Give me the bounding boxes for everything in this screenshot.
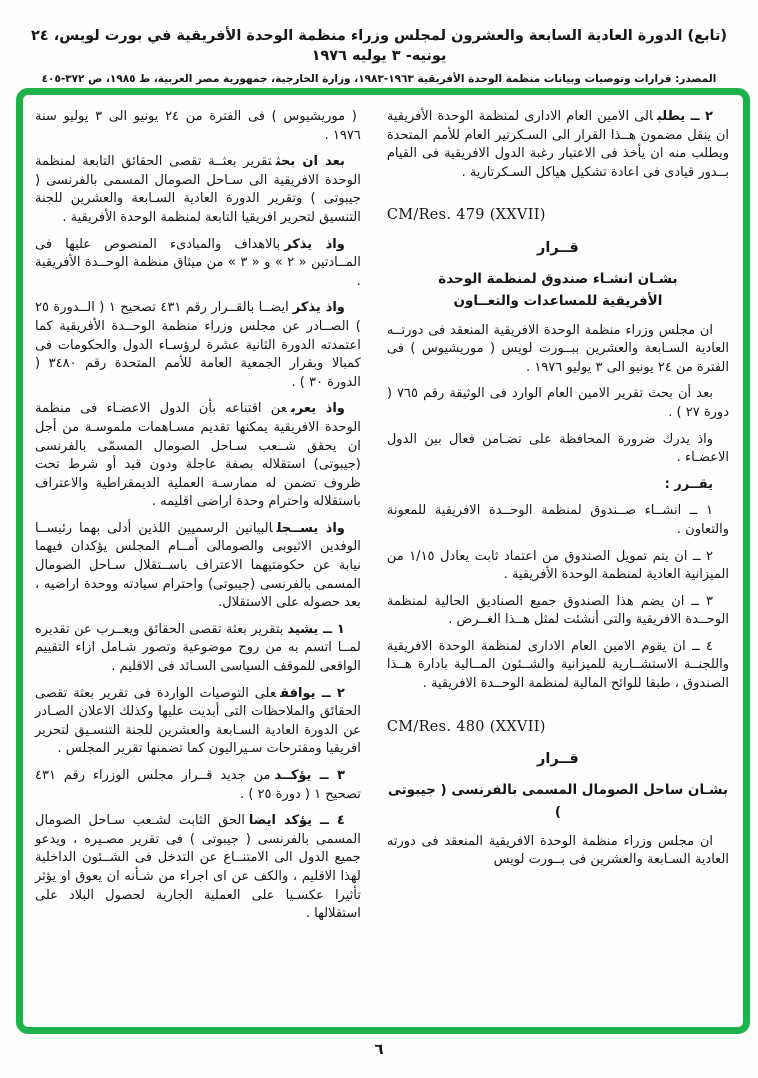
paragraph-request-secretary-general: [387, 108, 729, 182]
paragraph-text: ( موريشيوس ) فى الفترة من ٢٤ يونيو الى ٣ يوليو سنة ١٩٧٦ .: [35, 109, 361, 143]
operative-item-1: [35, 621, 361, 677]
resolution-subject-2: بشـان ساحل الصومال المسمى بالفرنسى ( جيبوتى ): [387, 781, 728, 820]
paragraph-text: بالاهداف والمبادىء المنصوص عليها فى المــادتين « ٢ » و « ٣ » من ميثاق منظمة الوحــدة الأفريقية .: [35, 236, 361, 289]
paragraph-aware-solidarity: واذ يدرك ضرورة المحافظة على تضـامن فعال بين الدول الاعضـاء .: [386, 431, 729, 466]
left-column: [35, 108, 361, 1017]
paragraph-lead: واذ يذكر: [292, 300, 345, 316]
operative-item-4: [35, 812, 361, 924]
paragraph-lead: واذ يذكر: [284, 236, 345, 252]
paragraph-recalling-resolution-431: [35, 299, 361, 392]
paragraph-lead: ١ ــ يشيد: [287, 621, 345, 637]
paragraph-text: من جديد قــرار مجلس الوزراء رقم ٤٣١ تصحيح ١ ( دورة ٢٥ ) .: [35, 768, 361, 802]
decision-item-1: ١ ــ انشــاء صــندوق لمنظمة الوحــدة الافريقية للمعونة والتعاون .: [386, 503, 729, 537]
two-column-layout: [35, 108, 729, 1017]
header-session-title: (تابع) الدورة العادية السابعة والعشرون لمجلس وزراء منظمة الوحدة الأفريقية في بورت لويس، ٢٤ يونيه- ٣ يوليه ١٩٧٦: [30, 28, 728, 64]
operative-item-2: [35, 685, 361, 759]
page-number: ٦: [374, 1040, 384, 1058]
resolution-title: قــرار: [537, 239, 579, 256]
page-header: [0, 0, 758, 86]
paragraph-lead: ٢ ــ يطلب: [656, 109, 713, 124]
paragraph-expressing-conviction: [35, 400, 361, 512]
paragraph-text: بتقرير بعثة تقصى الحقائق ويعــرب عن تقديره لمــا اتسم به من روح موضوعية وتصور شـامل ازاء التقييم الواقعى للموقف السياسى السـائد فى الاقليم .: [35, 621, 361, 675]
paragraph-text: عن اقتناعه بأن الدول الاعضـاء فى منظمة الوحدة الافريقية يمكنها تقديم مسـاهمات ملموسـة من أجل ان يحقق شــعب سـاحل الصومال المسمّى بالفرنسى (جيبوتى) استقلاله بصفة عاجلة ودون قيد أو شرط تحت ظروف تضمن له ممارسـة العملية الديمقراطية والاعتراف باستقلاله واحترام وحدة اراضى اقليمه .: [35, 401, 361, 510]
decision-item-2: ٢ ــ ان يتم تمويل الصندوق من اعتماد ثابت يعادل ١/١٥ من الميزانية العادية لمنظمة الوحدة الأفريقية .: [386, 548, 729, 583]
resolution-number-479: CM/Res. 479 (XXVII): [386, 207, 546, 224]
decision-item-4: ٤ ــ ان يقوم الامين العام الادارى لمنظمة الوحدة الافريقية واللجنــة الاستشــارية للميزانية والشــئون المــالية بادارة هــذا الصندوق ، طبقا للوائح المالية لمنظمة الوحــدة الافريقية .: [386, 638, 729, 692]
paragraph-text: البيانين الرسميين اللذين أدلى بهما رئيســا الوفدين الاثيوبى والصومالى أمــام المجلس يؤكدان فيهما نيابة عن حكومتيهما الاعتراف باســتقلال سـاحل الصومال المسمى بالفرنسى (جيبوتى) واحترام سيادته ووحدة اراضيه ، بعد حصوله على الاستقلال.: [35, 520, 361, 611]
paragraph-continuation-mauritius: [35, 108, 361, 145]
paragraph-council-session-2: ان مجلس وزراء منظمة الوحدة الافريقية المنعقد فى دورته العادية السـابعة والعشرين فى بــورت لويس: [386, 833, 729, 868]
paragraph-lead: واذ يعرب: [290, 401, 345, 417]
paragraph-lead: واذ يســجل: [276, 520, 345, 536]
resolution-subject-line2: الأفريقية للمساعدات والتعــاون: [453, 292, 663, 309]
resolution-subject: [387, 268, 729, 312]
paragraph-lead: بعد ان بحث: [275, 154, 345, 170]
resolution-subject-line1: بشـان انشـاء صندوق لمنظمة الوحدة: [438, 270, 678, 287]
decides-label: يقــرر :: [664, 476, 713, 492]
paragraph-lead: ٢ ــ يوافق: [280, 685, 345, 701]
paragraph-lead: ٤ ــ يؤكد ايضا: [248, 813, 345, 829]
paragraph-lead: ٣ ــ يؤكــد: [274, 768, 345, 783]
operative-item-3: [35, 767, 361, 804]
paragraph-having-examined-mission: [35, 153, 361, 227]
paragraph-recalling-charter: [35, 236, 361, 292]
paragraph-text: ايضــا بالقــرار رقم ٤٣١ تصحيح ١ ( الــدورة ٢٥ ) الصــادر عن مجلس وزراء منظمة الوحــدة الأفريقية كما اعتمدته الدورة الثانية عشرة لرؤسـاء الدول والحكومات فى كمبالا وبقرار الجمعية العامة للأمم المتحدة رقم ٣٤٨٠ ( الدورة ٣٠ ) .: [35, 300, 361, 390]
paragraph-text: على التوصيات الواردة فى تقرير بعثة تقصى الحقائق والملاحظات التى أبديت عليها وكذلك الاعلان الصـادر عن الدورة العادية السـابعة والعشرين للجنة التنسـيق لتحرير افريقيا ومقترحات سـيراليون كما تضمنها تقرير المجلس .: [35, 685, 361, 757]
decision-item-3: ٣ ــ ان يضم هذا الصندوق جميع الصناديق الحالية لمنظمة الوحــدة الافريقية والتى أنشئت لمثل هــذا الغــرض .: [386, 593, 729, 628]
paragraph-council-session: ان مجلس وزراء منظمة الوحدة الافريقية المنعقد فى دورتــه العادية السـابعة والعشرين ببــورت لويس ( موريشيوس ) فى الفترة من ٢٤ يونيو الى ٣ يوليو ١٩٧٦ .: [386, 322, 729, 375]
paragraph-text: الى الامين العام الادارى لمنظمة الوحدة الأفريقية ان ينقل مضمون هــذا القرار الى السـكرتير العام للأمم المتحدة ويطلب منه ان يأخذ فى الاعتبار رغبة الدول الافريقية فى القيام بــدور قيادى فى اعادة تشكيل هياكل السـكرتارية .: [386, 109, 729, 180]
paragraph-having-examined: بعد أن بحث تقرير الامين العام الوارد فى الوثيقة رقم ٧٦٥ ( دورة ٢٧ ) .: [386, 386, 729, 420]
paragraph-noting-statements: [35, 520, 361, 613]
paragraph-text: الحق الثابت لشـعب سـاحل الصومال المسمى بالفرنسى ( جيبوتى ) فى تقرير مصـيره ، ويدعو جميع الدول الى الامتنــاع عن التدخل فى الشــئون الداخلية لهذا الاقليم ، والكف عن اى اجراء من شـأنه ان يعوق او يؤثر تأثيرا عكسـيا على العملية الجارية لحصول البلاد على استقلالها .: [35, 813, 361, 922]
resolution-number-480: CM/Res. 480 (XXVII): [386, 718, 546, 735]
green-bordered-page-frame: [16, 88, 750, 1034]
paragraph-text: تقرير بعثــة تقصى الحقائق التابعة لمنظمة الوحدة الافريقية الى سـاحل الصومال المسمى بالفرنسى ( جيبوتى ) وتقرير الدورة العادية السـابعة والعشرين للجنة التنسيق لتحرير افريقيا التابعة لمنظمة الوحدة الأفريقية .: [35, 154, 361, 225]
resolution-title-2: قــرار: [537, 751, 579, 768]
right-column: [387, 108, 729, 1017]
header-source-citation: المصدر: قرارات وتوصيات وبيانات منظمة الوحدة الأفريقية ١٩٦٣-١٩٨٣، وزارة الخارجية، جمهورية مصر العربية، ط ١٩٨٥، ص ٣٧٢-٤٠٥: [41, 73, 717, 85]
